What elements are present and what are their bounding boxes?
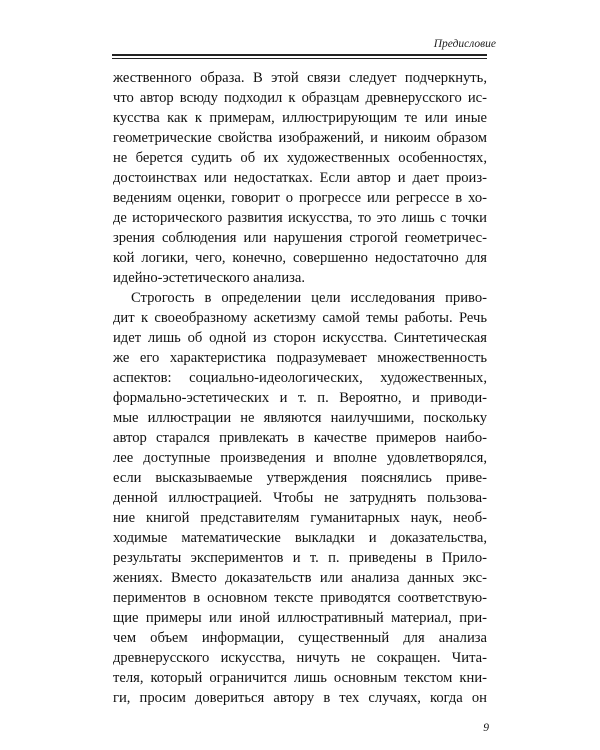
body-text: [113, 68, 487, 708]
text-line: дит к своеобразному аскетизму самой темы работы. Речь: [113, 310, 487, 326]
text-line: ги, просим довериться автору в тех случаях, когда он: [113, 690, 487, 706]
text-line: периментов в основном тексте приводятся соответствую-: [113, 590, 487, 606]
text-line: геометрические свойства изображений, и никоим образом: [113, 130, 487, 146]
text-line: что автор всюду подходил к образцам древнерусского ис-: [113, 90, 487, 106]
text-line: ходимые математические выкладки и доказательства,: [113, 530, 487, 546]
text-line: де исторического развития искусства, то это лишь с точки: [113, 210, 487, 226]
text-line: мые иллюстрации не являются наилучшими, поскольку: [113, 410, 487, 426]
text-line: автор старался привлекать в качестве примеров наибо-: [113, 430, 487, 446]
text-line: лее доступные произведения и вполне удовлетворялся,: [113, 450, 487, 466]
text-line: не берется судить об их художественных особенностях,: [113, 150, 487, 166]
text-line: денной иллюстрацией. Чтобы не затруднять пользова-: [113, 490, 487, 506]
text-line: ние книгой представителям гуманитарных наук, необ-: [113, 510, 487, 526]
text-line: достоинствах или недостатках. Если автор и дает произ-: [113, 170, 487, 186]
text-line: теля, который ограничится лишь основным текстом кни-: [113, 670, 487, 686]
text-line: кой логики, чего, конечно, совершенно недостаточно для: [113, 250, 487, 266]
text-line: если высказываемые утверждения пояснялись приве-: [113, 470, 487, 486]
text-line: ведениям оценки, говорит о прогрессе или регрессе в хо-: [113, 190, 487, 206]
text-line: зрения соблюдения или нарушения строгой геометричес-: [113, 230, 487, 246]
text-line: аспектов: социально-идеологических, художественных,: [113, 370, 487, 386]
paragraph-end-line: идейно-эстетического анализа.: [113, 270, 306, 286]
paragraph-start-line: Строгость в определении цели исследования приво-: [131, 290, 487, 306]
text-line: формально-эстетических и т. п. Вероятно, и приводи-: [113, 390, 487, 406]
text-line: щие примеры или иной иллюстративный материал, при-: [113, 610, 487, 626]
page-number: 9: [483, 722, 489, 734]
text-line: идет лишь об одной из сторон искусства. Синтетическая: [113, 330, 487, 346]
header-rule-thick: [112, 54, 487, 56]
text-line: древнерусского искусства, ничуть не сокращен. Чита-: [113, 650, 487, 666]
text-line: кусства как к примерам, иллюстрирующим те или иные: [113, 110, 487, 126]
running-header: Предисловие: [433, 38, 496, 50]
text-line: жениях. Вместо доказательств или анализа данных экс-: [113, 570, 487, 586]
text-line: результаты экспериментов и т. п. приведены в Прило-: [113, 550, 487, 566]
text-line: же его характеристика подразумевает множественность: [113, 350, 487, 366]
header-rule-thin: [112, 58, 487, 59]
text-line: жественного образа. В этой связи следует подчеркнуть,: [113, 70, 487, 86]
text-line: чем объем информации, существенный для анализа: [113, 630, 487, 646]
